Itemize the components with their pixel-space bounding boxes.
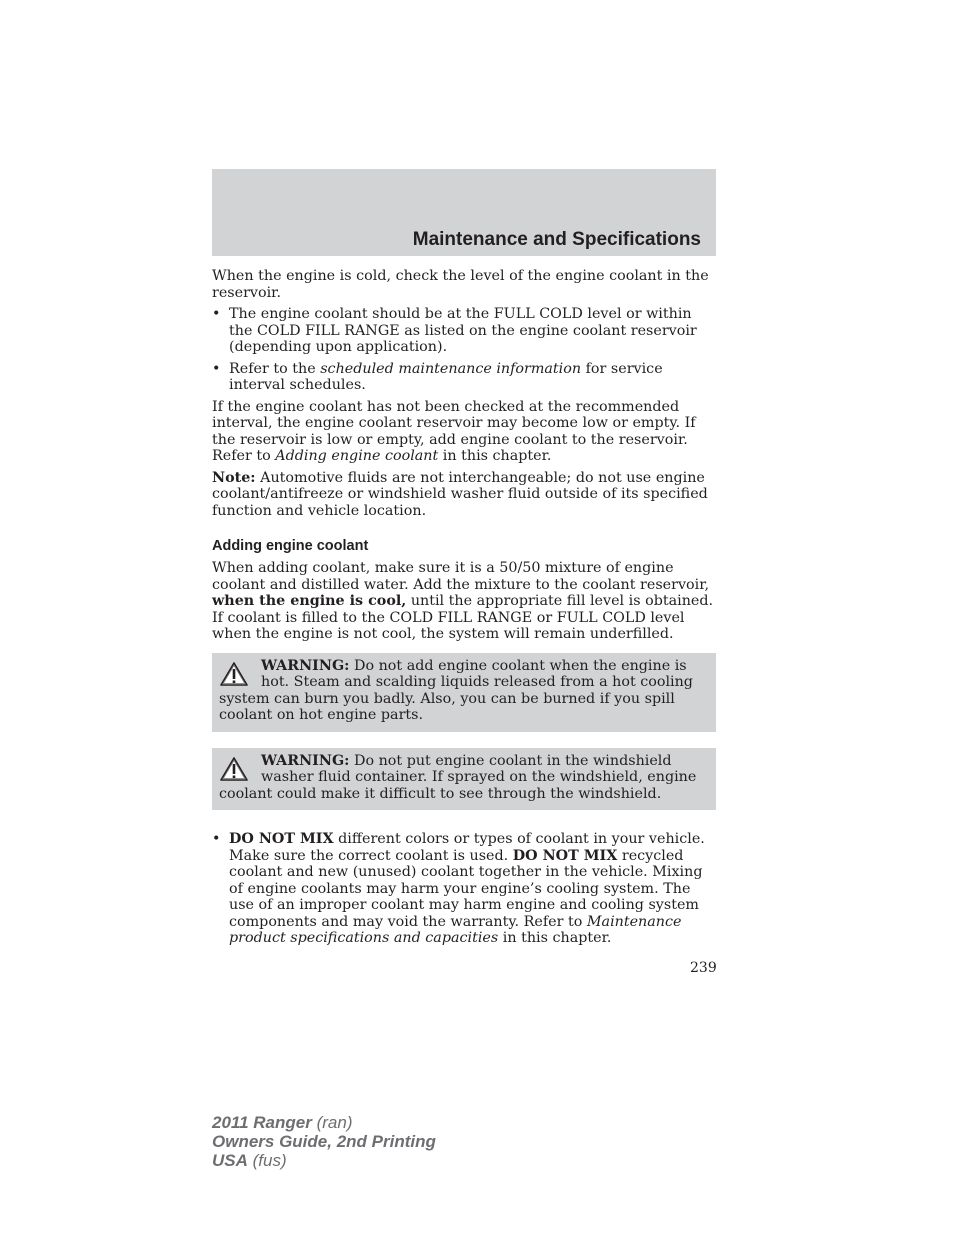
paragraph-text: When adding coolant, make sure it is a 50/50 mixture of engine coolant and distilled water. Add the mixture to the coolant reservoir,	[212, 560, 710, 593]
footer-market-code: (fus)	[247, 1151, 287, 1170]
footer-line-guide	[212, 1132, 436, 1151]
cross-reference: Maintenance product specifications and capacities	[229, 913, 682, 946]
warning-box	[212, 748, 716, 811]
warning-triangle-icon	[219, 756, 249, 782]
warning-triangle-icon	[219, 661, 249, 687]
emphasis-text: DO NOT MIX	[229, 831, 334, 847]
bullet-text: The engine coolant should be at the FULL COLD level or within the COLD FILL RANGE as listed on the engine coolant reservoir (depending upon application).	[229, 306, 697, 355]
section-title: Maintenance and Specifications	[412, 229, 701, 250]
note-paragraph	[212, 470, 716, 520]
bullet-text-suffix: for service interval schedules.	[229, 360, 663, 393]
footer-model-code: (ran)	[311, 1113, 353, 1132]
page-content	[212, 268, 716, 952]
bullet-marker: •	[212, 831, 221, 847]
warning-text: Do not add engine coolant when the engine is hot. Steam and scalding liquids released from a hot cooling system can burn you badly. Also, you can be burned if you spill coolant on hot engine parts.	[219, 657, 693, 723]
footer-market: USA	[212, 1151, 248, 1170]
footer-guide: Owners Guide, 2nd Printing	[212, 1132, 436, 1151]
cross-reference: scheduled maintenance information	[320, 360, 582, 377]
cross-reference: Adding engine coolant	[275, 448, 439, 464]
footer-line-market	[212, 1151, 436, 1170]
emphasis-text: when the engine is cool,	[212, 593, 407, 609]
bullet-item	[212, 361, 716, 394]
warning-label: WARNING:	[261, 657, 350, 674]
bullet-item	[212, 831, 716, 947]
subsection-heading: Adding engine coolant	[212, 538, 369, 554]
page-number: 239	[690, 960, 717, 976]
footer-model: 2011 Ranger	[212, 1113, 312, 1132]
bullet-marker: •	[212, 306, 221, 322]
bullet-text: different colors or types of coolant in your vehicle. Make sure the correct coolant is used.	[229, 831, 705, 864]
paragraph-text: until the appropriate fill level is obtained. If coolant is filled to the COLD FILL RANGE or FULL COLD level when the engine is not cool, the system will remain underfilled.	[212, 593, 714, 642]
note-text: Automotive fluids are not interchangeable; do not use engine coolant/antifreeze or windshield washer fluid outside of its specified function and vehicle location.	[212, 469, 708, 519]
bullet-text: in this chapter.	[498, 930, 612, 946]
bullet-text-prefix: Refer to the	[229, 360, 321, 377]
note-label: Note:	[212, 469, 256, 486]
emphasis-text: DO NOT MIX	[512, 847, 618, 864]
warning-label: WARNING:	[261, 752, 350, 769]
footer-line-model	[212, 1113, 436, 1132]
warning-box	[212, 653, 716, 732]
bullet-item	[212, 306, 716, 356]
intro-paragraph: When the engine is cold, check the level of the engine coolant in the reservoir.	[212, 268, 709, 301]
paragraph-suffix: in this chapter.	[438, 448, 552, 464]
bullet-text: recycled coolant and new (unused) coolant together in the vehicle. Mixing of engine coolants may harm your engine’s cooling system. The use of an improper coolant may harm engine and cooling system components and may void the warranty. Refer to	[229, 847, 703, 930]
section-header-band	[212, 169, 716, 256]
warning-text: Do not put engine coolant in the windshield washer fluid container. If sprayed on the windshield, engine coolant could make it difficult to see through the windshield.	[219, 752, 697, 802]
bullet-marker: •	[212, 360, 221, 377]
paragraph-text: If the engine coolant has not been checked at the recommended interval, the engine coolant reservoir may become low or empty. If the reservoir is low or empty, add engine coolant to the reservoir. Refer to	[212, 398, 696, 464]
adding-coolant-paragraph	[212, 560, 716, 643]
document-footer	[212, 1113, 436, 1170]
not-checked-paragraph	[212, 399, 716, 465]
